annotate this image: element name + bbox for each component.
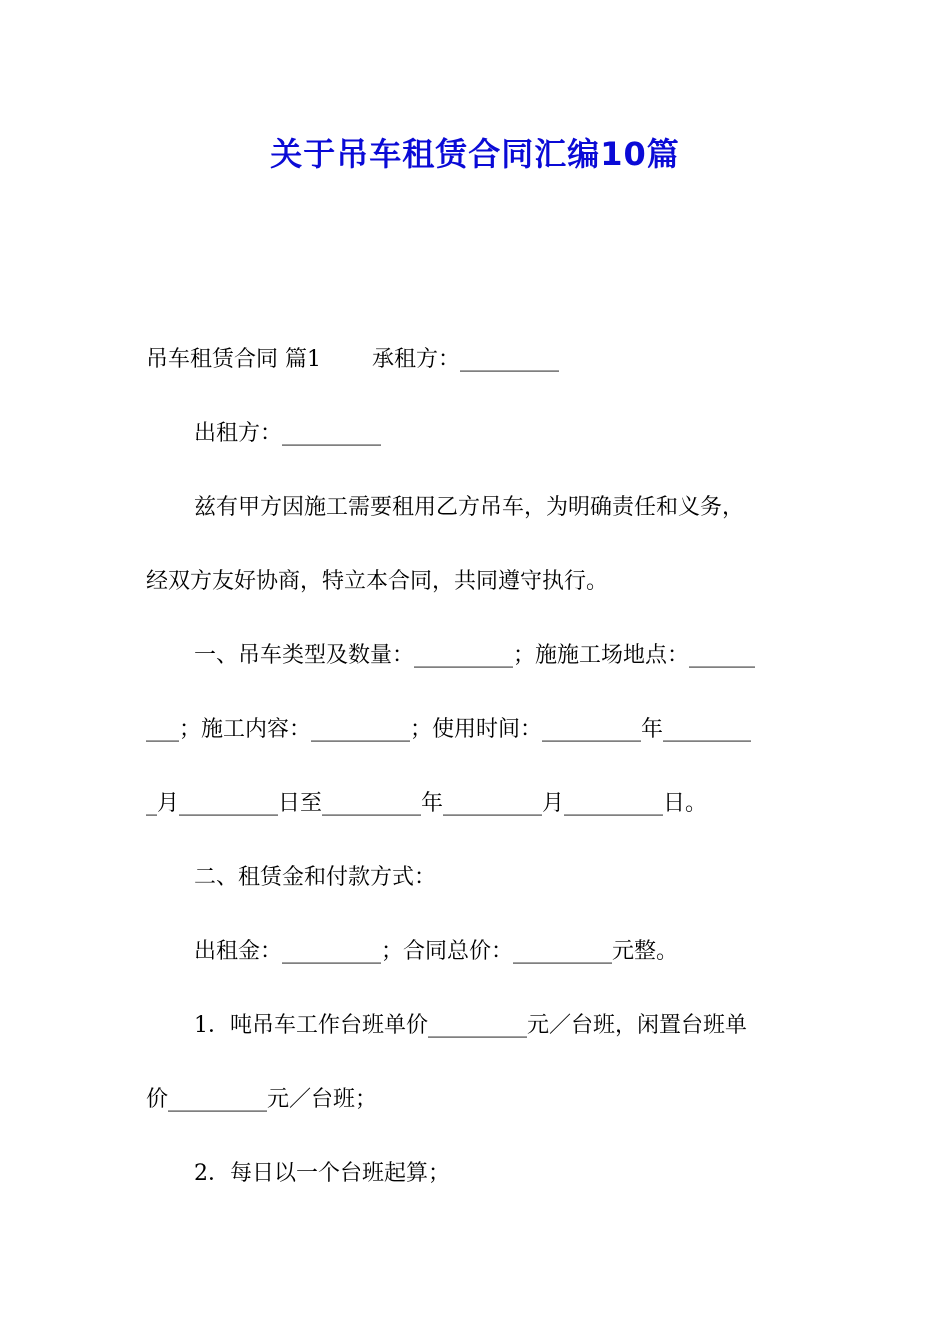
paragraph-line: 一、吊车类型及数量：_________；施施工场地点：______ (194, 643, 756, 668)
paragraph-line: 出租金：_________；合同总价：_________元整。 (194, 939, 679, 964)
section-heading-line: 吊车租赁合同 篇1 承租方：_________ (146, 347, 559, 372)
paragraph-line: 出租方：_________ (194, 421, 382, 446)
document-body (146, 334, 810, 1222)
paragraph-line: 1．吨吊车工作台班单价_________元／台班，闲置台班单 (194, 1013, 747, 1038)
document-title: 关于吊车租赁合同汇编10篇 (270, 135, 680, 173)
paragraph-line: 2．每日以一个台班起算； (194, 1161, 450, 1186)
paragraph-line: 二、租赁金和付款方式： (194, 865, 437, 890)
paragraph-line: 价_________元／台班； (146, 1087, 378, 1112)
paragraph-line: _月_________日至_________年_________月_________日。 (146, 791, 708, 816)
paragraph-line: 经双方友好协商，特立本合同，共同遵守执行。 (146, 569, 609, 594)
paragraph-line: ___；施工内容：_________；使用时间：_________年________ (146, 717, 752, 742)
paragraph-line: 兹有甲方因施工需要租用乙方吊车，为明确责任和义务， (194, 495, 745, 520)
